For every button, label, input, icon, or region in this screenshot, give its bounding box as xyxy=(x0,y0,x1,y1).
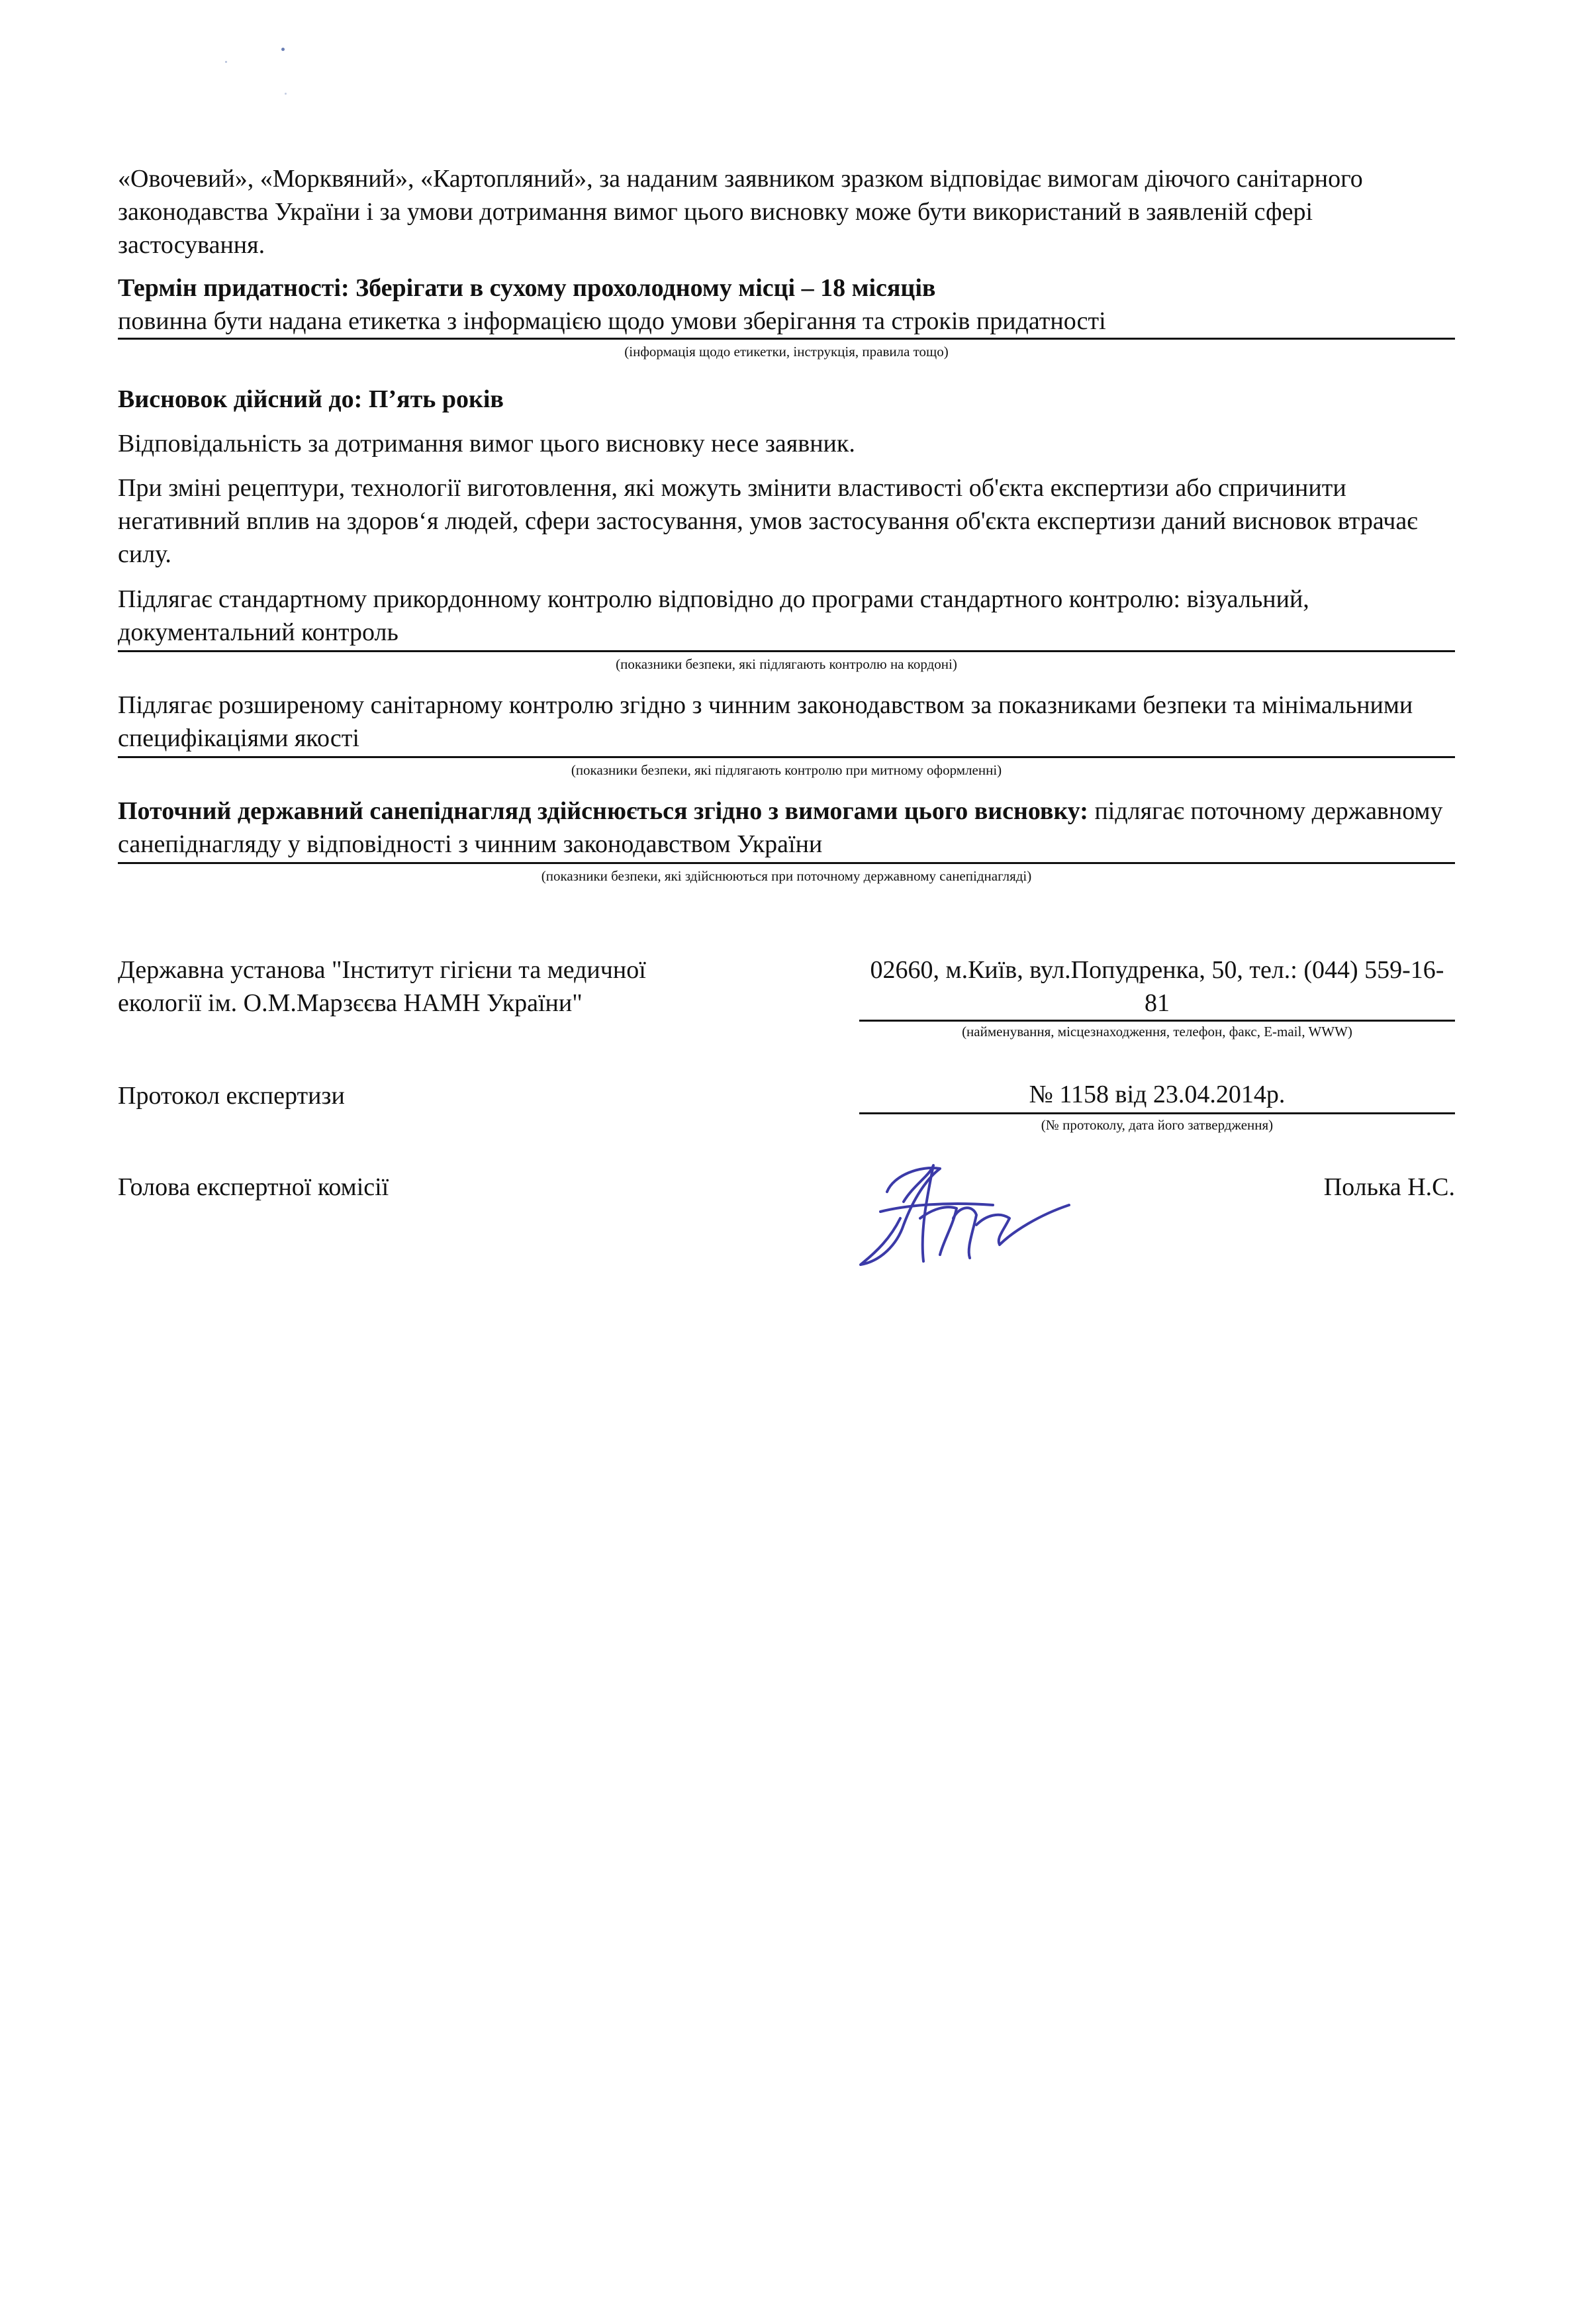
protocol-caption: (№ протоколу, дата його затвердження) xyxy=(1041,1117,1274,1133)
scan-speck xyxy=(281,48,285,51)
label-requirement-text: повинна бути надана етикетка з інформацією щодо умови зберігання та строків придатності xyxy=(118,307,1106,335)
signature-image xyxy=(841,1139,1079,1291)
label-requirement-underline xyxy=(118,338,1455,340)
supervision-text: підлягає поточному державному санепіднагляду у відповідності з чинним законодавством України xyxy=(118,797,1443,858)
supervision-paragraph xyxy=(118,795,1455,861)
chair-name: Полька Н.С. xyxy=(1323,1173,1455,1201)
shelf-life-heading: Термін придатності: Зберігати в сухому прохолодному місці – 18 місяців xyxy=(118,274,936,302)
extended-control-text: Підлягає розширеному санітарному контролю згідно з чинним законодавством за показниками безпеки та мінімальними специфікаціями якості xyxy=(118,691,1413,752)
extended-control-caption: (показники безпеки, які підлягають контролю при митному оформленні) xyxy=(571,762,1002,778)
protocol-underline xyxy=(859,1112,1455,1114)
border-control-caption: (показники безпеки, які підлягають контролю на кордоні) xyxy=(616,656,957,672)
scan-speck xyxy=(285,93,287,95)
supervision-heading: Поточний державний санепіднагляд здійснюється згідно з вимогами цього висновку: xyxy=(118,797,1088,825)
institution-address: 02660, м.Київ, вул.Попудренка, 50, тел.: (044) 559-16-81 xyxy=(870,956,1444,1017)
institution-name: Державна установа "Інститут гігієни та медичної екології ім. О.М.Марзєєва НАМН України" xyxy=(118,956,646,1017)
responsibility-text: Відповідальність за дотримання вимог цього висновку несе заявник. xyxy=(118,430,855,458)
label-requirement-caption: (інформація щодо етикетки, інструкція, правила тощо) xyxy=(624,344,949,360)
border-control-underline xyxy=(118,650,1455,652)
supervision-underline xyxy=(118,862,1455,864)
validity-heading: Висновок дійсний до: П’ять років xyxy=(118,385,504,413)
intro-paragraph: «Овочевий», «Морквяний», «Картопляний», за наданим заявником зразком відповідає вимогам діючого санітарного законодавства України і за умови дотримання вимог цього висновку може бути використаний в заявленій сфері застосування. xyxy=(118,165,1363,259)
scan-speck xyxy=(225,61,227,63)
border-control-text: Підлягає стандартному прикордонному контролю відповідно до програми стандартного контролю: візуальний, документальний контроль xyxy=(118,585,1309,646)
address-caption: (найменування, місцезнаходження, телефон, факс, E-mail, WWW) xyxy=(962,1024,1352,1040)
supervision-caption: (показники безпеки, які здійснюються при поточному державному санепіднагляді) xyxy=(541,868,1032,884)
address-underline xyxy=(859,1020,1455,1022)
protocol-label: Протокол експертизи xyxy=(118,1082,345,1110)
chair-label: Голова експертної комісії xyxy=(118,1173,389,1201)
extended-control-underline xyxy=(118,756,1455,758)
change-clause-text: При зміні рецептури, технології виготовлення, які можуть змінити властивості об'єкта експертизи або спричинити негативний вплив на здоров‘я людей, сфери застосування, умов застосування об'єкта експертизи даний висновок втрачає силу. xyxy=(118,474,1418,568)
protocol-number: № 1158 від 23.04.2014р. xyxy=(1029,1081,1286,1108)
